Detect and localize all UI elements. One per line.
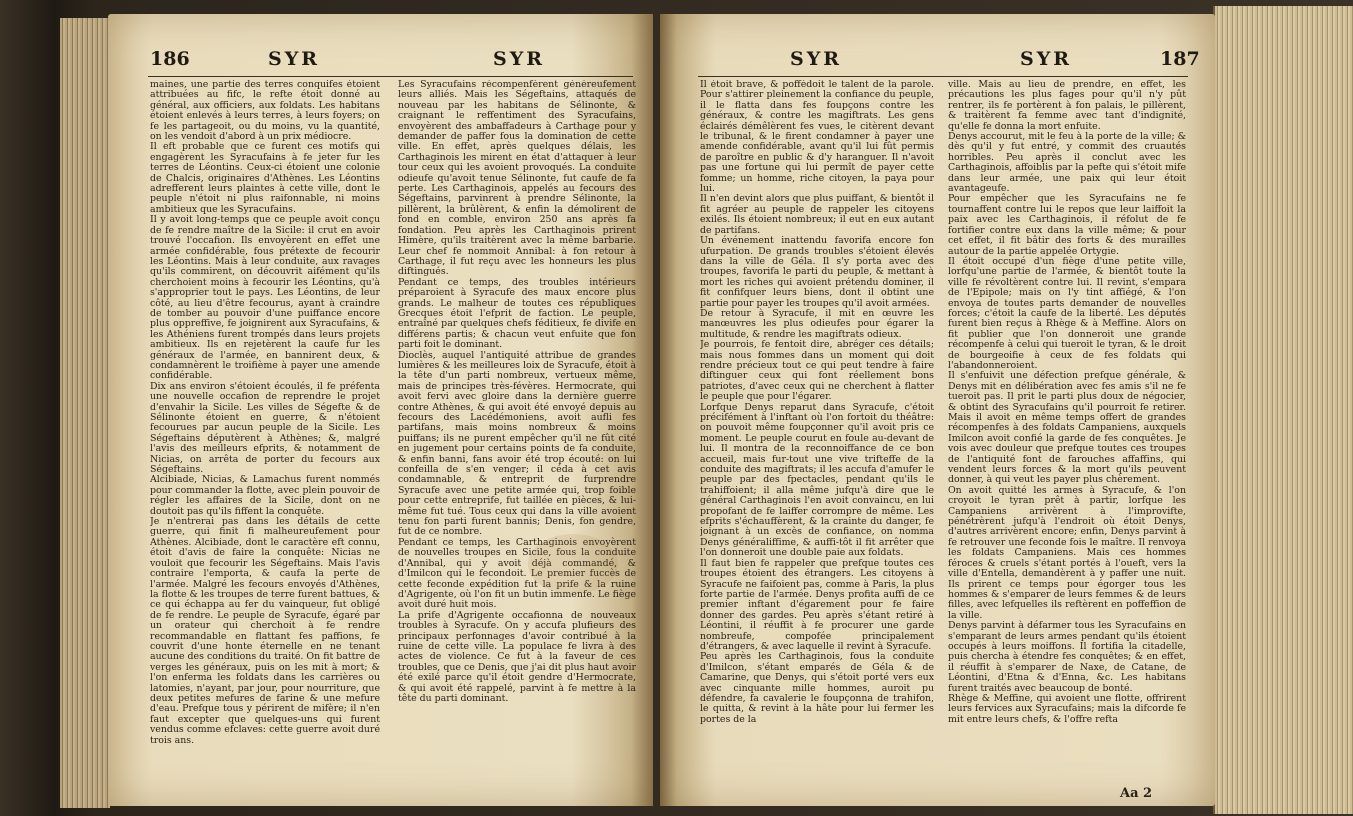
- right-page-header: [660, 48, 1215, 78]
- right-page: [660, 14, 1215, 806]
- page-number: 186: [150, 48, 190, 70]
- running-head: SYR: [1020, 48, 1073, 70]
- running-head: SYR: [790, 48, 843, 70]
- text-column-left: maines, une partie des terres conquifes étoient attribuées au fifc, le refte étoit donné au général, aux officiers, aux foldats. Les habitans étoient enlevés à leurs terres, à leurs foyers; on fe les partageoit, ou du moins, vu la quantité, on les vendoit d'abord à un prix médiocre. Il eft probable que ce furent ces motifs qui engagèrent les Syracufains à fe jeter fur les terres de Léontins. Ceux-ci étoient une colonie de Chalcis, originaires d'Athènes. Les Léontins adrefferent leurs plaintes à cette ville, dont le peuple n'étoit ni plus raifonnable, ni moins ambitieux que les Syracufains. Il y avoit long-temps que ce peuple avoit conçu de fe rendre maître de la Sicile: il crut en avoir trouvé l'occafion. Ils envoyèrent en effet une armée confidérable, fous prétexte de fecourir les Léontins. Mais à leur conduite, aux ravages qu'ils commirent, on découvrit aifément qu'ils cherchoient moins à fecourir les Léontins, qu'à s'approprier tout le pays. Les Léontins, de leur côté, au lieu d'être fecourus, ayant à craindre de tomber au pouvoir d'une puiffance encore plus oppreffive, fe joignirent aux Syracufains, & les Athéniens furent trompés dans leurs projets ambitieux. Ils en rejetèrent la caufe fur les généraux de l'armée, en bannirent deux, & condamnèrent le troifième à payer une amende confidérable. Dix ans environ s'étoient écoulés, il fe préfenta une nouvelle occafion de reprendre le projet d'envahir la Sicile. Les villes de Ségefte & de Sélinonte étoient en guerre, & n'étoient fecourues par aucun peuple de la Sicile. Les Ségeftains députèrent à Athènes; &, malgré l'avis des meilleurs efprits, & notamment de Nicias, on arrêta de porter du fecours aux Ségeftains. Alcibiade, Nicias, & Lamachus furent nommés pour commander la flotte, avec plein pouvoir de régler les affaires de la Sicile, dont on ne doutoit pas qu'ils fiffent la conquête. Je n'entrerai pas dans les détails de cette guerre, qui finit fi malheureufement pour Athènes. Alcibiade, dont le caractère eft connu, étoit d'avis de faire la conquête: Nicias ne vouloit que fecourir les Ségeftains. Mais l'avis contraire l'emporta, & caufa la perte de l'armée. Malgré les fecours envoyés d'Athènes, la flotte & les troupes de terre furent battues, & ce qui échappa au fer du vainqueur, fut obligé de fe rendre. Le peuple de Syracufe, égaré par un orateur qui cherchoit à fe rendre recommandable en flattant fes paffions, fe couvrit d'une honte éternelle en ne tenant aucune des conditions du traité. On fit battre de verges les généraux, puis on les mit à mort; & l'on enferma les foldats dans les carrières ou latomies, n'ayant, par jour, pour nourriture, que deux petites mefures de farine & une mefure d'eau. Prefque tous y périrent de mifère; il n'en faut excepter que quelques-uns qui furent vendus comme efclaves: cette guerre avoit duré trois ans.: [150, 80, 380, 746]
- left-page-edges: [60, 18, 110, 808]
- text-column-right: ville. Mais au lieu de prendre, en effet, les précautions les plus fages pour qu'il n'y pût rentrer, ils fe portèrent à fon palais, le pillèrent, & traitèrent fa femme avec tant d'indignité, qu'elle fe donna la mort enfuite. Denys accourut, mit le feu à la porte de la ville; & dès qu'il y fut entré, y commit des cruautés horribles. Peu après il conclut avec les Carthaginois, affoiblis par la pefte qui s'étoit mife dans leur armée, une paix qui leur étoit avantageufe. Pour empêcher que les Syracufains ne fe tournaffent contre lui le repos que leur laiffoit la paix avec les Carthaginois, il réfolut de fe fortifier contre eux dans la ville même; & pour cet effet, il fit bâtir des forts & des murailles autour de la partie appelée Ortygie. Il étoit occupé d'un fiège d'une petite ville, lorfqu'une partie de l'armée, & bientôt toute la ville fe révoltèrent contre lui. Il revint, s'empara de l'Epipole; mais on l'y tint affiégé, & l'on envoya de toutes parts demander de nouvelles forces; c'étoit la caufe de la liberté. Les députés furent bien reçus à Rhège & à Meffine. Alors on fit publier que l'on donneroit une grande récompenfe à celui qui tueroit le tyran, & le droit de bourgeoifie à ceux de fes foldats qui l'abandonneroient. Il s'enfuivit une défection prefque générale, & Denys mit en délibération avec fes amis s'il ne fe tueroit pas. Il prit le parti plus doux de négocier, & obtint des Syracufains qu'il pourroit fe retirer. Mais il avoit en même temps offert de grandes récompenfes à des foldats Campaniens, auxquels Imilcon avoit confié la garde de fes conquêtes. Je vois avec douleur que prefque toutes ces troupes de l'antiquité font de farouches affaffins, qui vendent leurs forces & la mort qu'ils peuvent donner, à qui veut les payer plus chèrement. On avoit quitté les armes à Syracufe, & l'on croyoit le tyran prêt à partir, lorfque les Campaniens arrivèrent à l'improvifte, pénétrèrent jufqu'à l'endroit où étoit Denys, d'autres arrivèrent encore; enfin, Denys parvint à fe retrouver une feconde fois le maître. Il renvoya les foldats Campaniens. Mais ces hommes féroces & cruels s'étant portés à l'oueft, vers la ville d'Entella, demandèrent à y paffer une nuit. Ils prirent ce temps pour égorger tous les hommes & s'emparer de leurs femmes & de leurs filles, avec lefquelles ils reftèrent en poffeffion de la ville. Denys parvint à défarmer tous les Syracufains en s'emparant de leurs armes pendant qu'ils étoient occupés à leurs moiffons. Il fortifia la citadelle, puis chercha à étendre fes conquêtes; & en effet, il réuffit à s'emparer de Naxe, de Catane, de Léontini, d'Etna & d'Enna, &c. Les habitans furent traités avec beaucoup de bonté. Rhège & Meffine, qui avoient une flotte, offrirent leurs fervices aux Syracufains; mais la difcorde fe mit entre leurs chefs, & l'offre refta: [948, 80, 1186, 725]
- paper-stain: [528, 534, 618, 594]
- running-head: SYR: [268, 48, 321, 70]
- text-column-left: Il étoit brave, & poffédoit le talent de la parole. Pour s'attirer pleinement la confiance du peuple, il le flatta dans fes foupçons contre les généraux, & contre les magiftrats. Les gens éclairés démêlèrent fes vues, le citèrent devant le tribunal, & le firent condamner à payer une amende confidérable, avant qu'il lui fût permis de paroître en public & d'y haranguer. Il n'avoit pas une fortune qui lui permît de payer cette fomme; un homme, riche citoyen, la paya pour lui. Il n'en devint alors que plus puiffant, & bientôt il fit agréer au peuple de rappeler les citoyens exilés. Ils étoient nombreux; il eut en eux autant de partifans. Un événement inattendu favorifa encore fon ufurpation. De grands troubles s'étoient élevés dans la ville de Géla. Il s'y porta avec des troupes, favorifa le parti du peuple, & mettant à mort les riches qui avoient prétendu dominer, il fit confifquer leurs biens, dont il obtint une partie pour payer les troupes qu'il avoit armées. De retour à Syracufe, il mit en œuvre les manœuvres les plus odieufes pour égarer la multitude, & rendre les magiftrats odieux. Je pourrois, fe fentoit dire, abréger ces détails; mais nous fommes dans un moment qui doit rendre précieux tout ce qui peut tendre à faire diftinguer ceux qui font réellement bons patriotes, d'avec ceux qui ne cherchent à flatter le peuple que pour l'égarer. Lorfque Denys reparut dans Syracufe, c'étoit précifément à l'inftant où l'on fortoit du théâtre: on pouvoit même foupçonner qu'il avoit pris ce moment. Le peuple courut en foule au-devant de lui. Il montra de la reconnoiffance de ce bon accueil, mais fur-tout une vive trifteffe de la conduite des magiftrats; il les accufa d'amufer le peuple par des fpectacles, pendant qu'ils le trahiffoient; il alla même jufqu'à dire que le général Carthaginois l'en avoit convaincu, en lui propofant de fe laiffer corrompre de même. Les efprits s'échauffèrent, & la crainte du danger, fe joignant à un excès de confiance, on nomma Denys généraliffime, & auffi-tôt il fit arrêter que l'on donneroit une double paie aux foldats. Il faut bien fe rappeler que prefque toutes ces troupes étoient des étrangers. Les citoyens à Syracufe ne faifoient pas, comme à Paris, la plus forte partie de l'armée. Denys profita auffi de ce premier inftant d'égarement pour fe faire donner des gardes. Peu après s'étant retiré à Léontini, il réuffit à fe procurer une garde nombreufe, compofée principalement d'étrangers, & avec laquelle il revint à Syracufe. Peu après les Carthaginois, fous la conduite d'Imilcon, s'étant emparés de Géla & de Camarine, que Denys, qui s'étoit porté vers eux avec cinquante mille hommes, auroit pu défendre, fa cavalerie le foupçonna de trahifon, le quitta, & revint à la hâte pour lui fermer les portes de la: [700, 80, 934, 725]
- signature-mark: Aa 2: [1120, 786, 1153, 801]
- running-head: SYR: [493, 48, 546, 70]
- left-page: [108, 14, 653, 806]
- header-rule: [698, 76, 1188, 77]
- header-rule: [148, 76, 633, 77]
- page-number: 187: [1160, 48, 1200, 70]
- text-column-right: Les Syracufains récompenfèrent généreufement leurs alliés. Mais les Ségeftains, attaqués de nouveau par les habitans de Sélinonte, & craignant le reffentiment des Syracufains, envoyèrent des ambaffadeurs à Carthage pour y demander de paffer fous la domination de cette ville. En effet, après quelques délais, les Carthaginois les mirent en état d'attaquer à leur tour ceux qui les avoient provoqués. La conduite odieufe qu'avoit tenue Sélinonte, fut caufe de fa perte. Les Carthaginois, appelés au fecours des Ségeftains, parvinrent à prendre Sélinonte, la pillèrent, la brûlèrent, & enfin la démolirent de fond en comble, environ 250 ans après fa fondation. Peu après les Carthaginois prirent Himère, qu'ils traitèrent avec la même barbarie. Leur chef fe nommoit Annibal: à fon retour à Carthage, il fut reçu avec les honneurs les plus diftingués. Pendant ce temps, des troubles intérieurs préparoient à Syracufe des maux encore plus grands. Le malheur de toutes ces républiques Grecques étoit l'efprit de faction. Le peuple, entraîné par quelques chefs féditieux, fe divife en différens partis; & chacun veut enfuite que fon parti foit le dominant. Dioclès, auquel l'antiquité attribue de grandes lumières & les meilleures loix de Syracufe, étoit à la tête d'un parti nombreux, vertueux même, mais de principes très-févères. Hermocrate, qui avoit fervi avec gloire dans la dernière guerre contre Athènes, & qui avoit été envoyé depuis au fecours des Lacédémoniens, avoit aufli fes partifans, mais moins nombreux & moins puiffans; ils ne purent empêcher qu'il ne fût cité en jugement pour certains points de fa conduite, & enfin banni, fans avoir été trop écouté: on lui confeilla de s'en venger; il céda à cet avis condamnable, & entreprit de furprendre Syracufe avec une petite armée qui, trop foible pour cette entreprife, fut taillée en pièces, & lui-même fut tué. Tous ceux qui dans la ville avoient tenu fon parti furent bannis; Denis, fon gendre, fut de ce nombre. Pendant ce temps, les Carthaginois envoyèrent de nouvelles troupes en Sicile, fous la conduite d'Annibal, qui y avoit déjà commandé, & d'Imilcon qui le fecondoit. Le premier fuccès de cette feconde expédition fut la prife & la ruine d'Agrigente, où l'on fit un butin immenfe. Le fiège avoit duré huit mois. La prife d'Agrigente occafionna de nouveaux troubles à Syracufe. On y accufa plufieurs des principaux perfonnages d'avoir contribué à la ruine de cette ville. La populace fe livra à des actes de violence. Ce fut à la faveur de ces troubles, que ce Denis, que j'ai dit plus haut avoir été exilé parce qu'il étoit gendre d'Hermocrate, & qui avoit été rappelé, parvint à fe mettre à la tête du parti dominant.: [398, 80, 636, 704]
- right-page-edges: [1213, 6, 1353, 814]
- left-page-header: [108, 48, 653, 78]
